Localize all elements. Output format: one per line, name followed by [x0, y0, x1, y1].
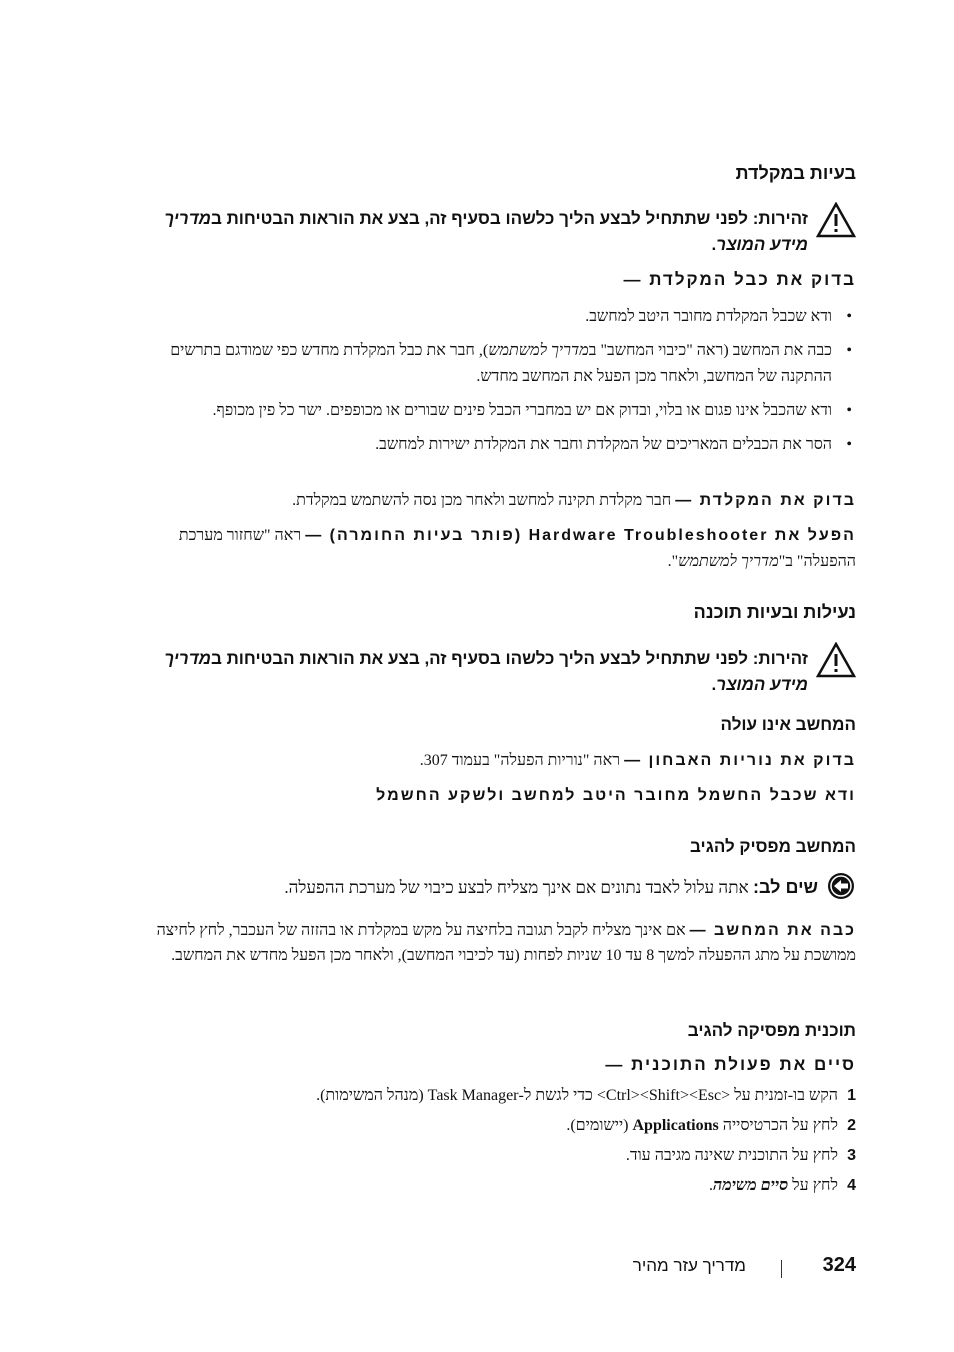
bullet-guide: מדריך למשתמש [488, 342, 589, 359]
check-keyboard-label: בדוק את המקלדת — [675, 492, 856, 509]
turn-off-paragraph [130, 918, 856, 968]
turn-off-text: אם אינך מצליח לקבל תגובה בלחיצה על מקש במקלדת או בהזזה של העכבר, לחץ לחיצה ממושכת על מתג ההפעלה למשך 8 עד 10 שניות לפחות (עד לכיבוי המחשב), ולאחר מכן הפעל מחדש את המחשב. [156, 922, 856, 964]
notice-text: אתה עלול לאבד נתונים אם אינך מצליח לבצע כיבוי של מערכת ההפעלה. [284, 878, 754, 897]
warning-label: זהירות: [752, 649, 808, 668]
troubleshooter-guide: מדריך למשתמש [678, 553, 779, 570]
warning-end: . [711, 235, 717, 254]
step-number: 2 [847, 1117, 856, 1134]
footer-title: מדריך עזר מהיר [632, 1256, 746, 1275]
warning-guide: מדריך מידע המוצר [164, 209, 808, 254]
diagnostic-lights-paragraph [130, 748, 856, 774]
step-keys: <Ctrl><Shift><Esc> [596, 1087, 731, 1104]
page-footer [130, 1254, 856, 1282]
step-item [130, 1113, 856, 1139]
warning-text: לפני שתתחיל לבצע הליך כלשהו בסעיף זה, בצע את הוראות הבטיחות ב [210, 649, 753, 668]
end-program-steps [130, 1083, 856, 1203]
check-keyboard-cable-heading: בדוק את כבל המקלדת — [623, 270, 856, 289]
step-text: לחץ על התוכנית שאינה מגיבה עוד. [625, 1147, 838, 1164]
computer-stops-heading: המחשב מפסיק להגיב [690, 837, 856, 856]
warning-triangle-icon [816, 202, 856, 238]
step-text-end: כדי לגשת ל-Task Manager (מנהל המשימות). [316, 1087, 597, 1104]
notice-arrow-icon [826, 871, 856, 901]
list-item [130, 338, 856, 390]
page-number: 324 [822, 1254, 856, 1276]
list-item [130, 432, 856, 458]
end-program-heading: סיים את פעולת התוכנית — [605, 1055, 856, 1074]
keyboard-cable-list [130, 304, 856, 466]
step-text: לחץ על הכרטיסייה [718, 1117, 838, 1134]
troubleshooter-text: ראה "שחזור מערכת ההפעלה" ב" [178, 527, 856, 570]
step-tab-name: Applications [632, 1117, 719, 1134]
program-stops-heading: תוכנית מפסיקה להגיב [687, 1021, 856, 1040]
step-number: 1 [847, 1087, 856, 1104]
keyboard-section-title: בעיות במקלדת [735, 163, 856, 183]
troubleshooter-paragraph [130, 523, 856, 575]
check-keyboard-text: חבר מקלדת תקינה למחשב ולאחר מכן נסה להשתמש במקלדת. [292, 492, 676, 509]
troubleshooter-end: ". [667, 553, 679, 570]
warning-text: לפני שתתחיל לבצע הליך כלשהו בסעיף זה, בצע את הוראות הבטיחות ב [210, 209, 753, 228]
step-text-end: . [709, 1177, 713, 1194]
footer-divider [781, 1260, 782, 1278]
notice-label: שים לב: [753, 877, 818, 897]
bullet-text-rest: ), חבר את כבל המקלדת מחדש כפי שמודגם בתרשים ההתקנה של המחשב, ולאחר מכן הפעל את המחשב מחדש. [170, 342, 832, 385]
warning-label: זהירות: [752, 209, 808, 228]
warning-end: . [711, 675, 717, 694]
bullet-text: ודא שכבל המקלדת מחובר היטב למחשב. [585, 308, 832, 325]
warning-triangle-icon [816, 642, 856, 678]
bullet-text: כבה את המחשב (ראה "כיבוי המחשב" ב [588, 342, 832, 359]
check-keyboard-paragraph [130, 488, 856, 514]
diagnostic-label: בדוק את נוריות האבחון — [624, 752, 856, 769]
lockups-section-title: נעילות ובעיות תוכנה [693, 602, 856, 622]
warning-guide: מדריך מידע המוצר [164, 649, 808, 694]
step-item [130, 1173, 856, 1199]
step-end-task: סיים משימה [713, 1177, 789, 1194]
step-number: 4 [847, 1177, 856, 1194]
turn-off-label: כבה את המחשב — [689, 922, 856, 939]
step-number: 3 [847, 1147, 856, 1164]
step-item [130, 1083, 856, 1109]
step-text-end: (יישומים). [566, 1117, 633, 1134]
list-item [130, 304, 856, 330]
troubleshooter-label: הפעל את Hardware Troubleshooter (פותר בעיות החומרה) — [305, 527, 856, 544]
power-cable-check: ודא שכבל החשמל מחובר היטב למחשב ולשקע החשמל [376, 787, 856, 804]
lockups-warning [130, 646, 856, 698]
keyboard-warning [130, 206, 856, 258]
notice-block [130, 874, 856, 901]
bullet-text: ודא שהכבל אינו פגום או בלוי, ובדוק אם יש במחברי הכבל פינים שבורים או מכופפים. ישר כל פין מכופף. [212, 402, 832, 419]
bullet-text: הסר את הכבלים המאריכים של המקלדת וחבר את המקלדת ישירות למחשב. [375, 436, 832, 453]
step-item [130, 1143, 856, 1169]
list-item [130, 398, 856, 424]
step-text: לחץ על [788, 1177, 838, 1194]
step-text: הקש בו-זמנית על [730, 1087, 838, 1104]
diagnostic-text: ראה "נוריות הפעלה" בעמוד 307. [419, 752, 625, 769]
computer-not-start-heading: המחשב אינו עולה [720, 715, 856, 734]
